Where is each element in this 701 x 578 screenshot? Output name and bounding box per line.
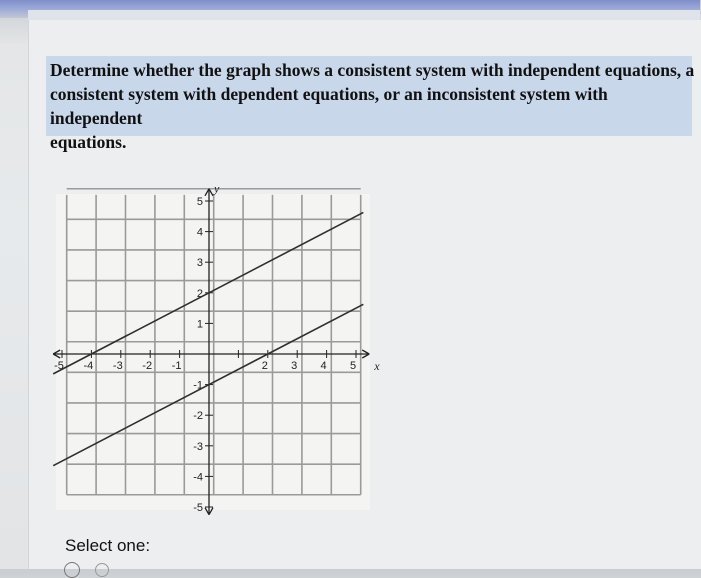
x-axis-label: x [374, 359, 380, 373]
x-tick-label: 4 [320, 360, 327, 372]
question-text [50, 58, 698, 154]
x-tick-label: -2 [142, 360, 153, 372]
y-tick-label: -3 [193, 440, 203, 453]
system-graph [54, 181, 386, 520]
x-tick-label: 5 [349, 360, 357, 372]
x-tick-label: -4 [83, 360, 94, 372]
top-bar-strip [28, 10, 700, 20]
y-tick-label: 1 [196, 318, 203, 331]
y-tick-label: 2 [196, 287, 203, 300]
radio-option-b[interactable] [95, 563, 109, 577]
y-tick-label: -2 [193, 410, 203, 423]
x-tick-label: -1 [171, 360, 182, 372]
y-axis-label: y [214, 181, 220, 196]
x-tick-label: -5 [54, 360, 64, 372]
lower-line [53, 304, 363, 465]
x-tick-label: 3 [291, 360, 298, 372]
x-tick-label: -3 [112, 360, 123, 372]
upper-line [53, 212, 363, 373]
y-tick-label: -4 [193, 471, 203, 484]
y-tick-label: 5 [196, 196, 203, 208]
y-tick-label: -1 [193, 379, 203, 392]
select-one-label: Select one: [65, 536, 151, 555]
question-line-3: equations. [50, 132, 127, 152]
y-tick-label: 4 [196, 226, 203, 239]
x-tick-label: 2 [261, 360, 268, 372]
radio-option-a[interactable] [64, 562, 80, 578]
y-tick-label: 3 [196, 257, 203, 270]
question-line-1: Determine whether the graph shows a consistent system with independent equations, a [50, 60, 695, 80]
question-line-2: consistent system with dependent equations, or an inconsistent system with independent [50, 84, 608, 128]
y-tick-label: -5 [193, 502, 203, 514]
